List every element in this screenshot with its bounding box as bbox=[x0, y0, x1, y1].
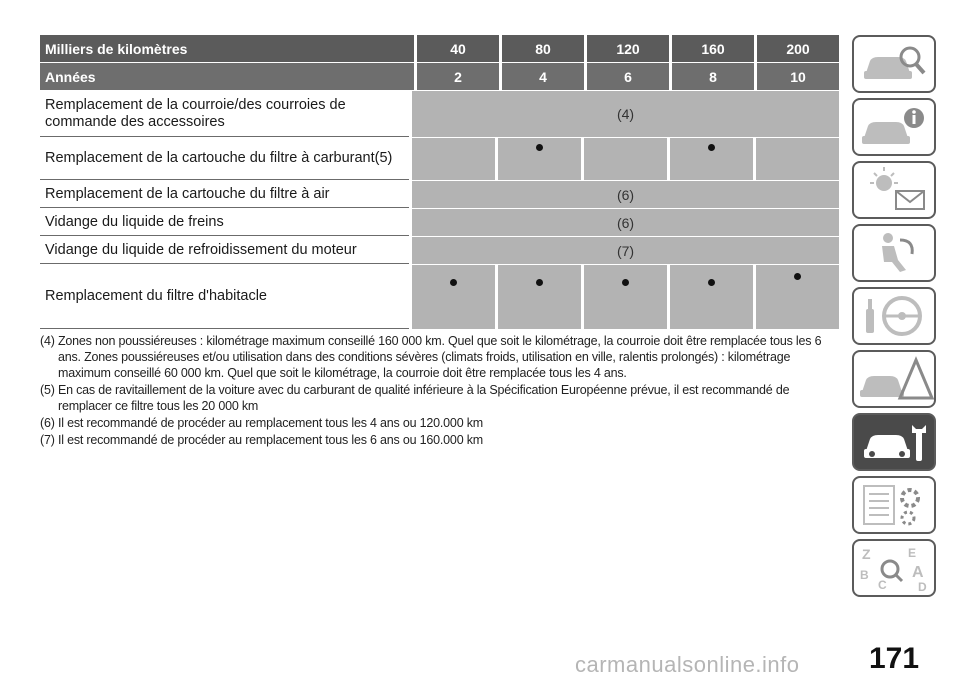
svg-text:B: B bbox=[860, 568, 869, 582]
row-label bbox=[40, 91, 409, 137]
service-dot bbox=[708, 279, 715, 286]
service-dot bbox=[794, 273, 801, 280]
row-cells bbox=[409, 138, 839, 180]
car-search-icon[interactable] bbox=[852, 35, 936, 93]
footnote: (4) Zones non poussiéreuses : kilométrage maximum conseillé 160 000 km. Quel que soit le kilométrage, la courroie doit être remplacée tous les 6 ans. Zones poussiéreuses et/ou utilisation dans des conditions sévères (climats froids, utilisation en ville, ralentis prolongés) : kilométrage maximum conseillé 60 000 km. Quel que soit le kilométrage, la courroie doit être remplacée tous les 4 ans. bbox=[40, 334, 822, 380]
service-dot bbox=[622, 279, 629, 286]
row-cell bbox=[409, 265, 495, 329]
settings-list-icon[interactable] bbox=[852, 476, 936, 534]
row-cell bbox=[495, 265, 581, 329]
footnote: (5) En cas de ravitaillement de la voiture avec du carburant de qualité inférieure à la Spécification Européenne prévue, il est recommandé de remplacer ce filtre tous les 20 000 km bbox=[40, 383, 790, 413]
svg-text:Z: Z bbox=[862, 546, 871, 562]
car-wrench-icon[interactable] bbox=[852, 413, 936, 471]
row-interval: (7) bbox=[409, 237, 839, 264]
row-label: Vidange du liquide de refroidissement du moteur bbox=[40, 237, 409, 264]
svg-text:A: A bbox=[912, 564, 924, 581]
header-km-cell: 200 bbox=[754, 35, 839, 62]
maintenance-table bbox=[40, 35, 839, 330]
svg-text:C: C bbox=[878, 578, 887, 592]
row-interval: (6) bbox=[409, 209, 839, 236]
header-year-cell: 4 bbox=[499, 63, 584, 90]
svg-text:E: E bbox=[908, 546, 917, 560]
row-cell bbox=[753, 138, 839, 180]
table-row bbox=[40, 138, 839, 181]
header-year-cell: 10 bbox=[754, 63, 839, 90]
service-dot bbox=[708, 144, 715, 151]
warning-lights-icon[interactable] bbox=[852, 161, 936, 219]
row-cells bbox=[409, 265, 839, 329]
row-label: Vidange du liquide de freins bbox=[40, 209, 409, 236]
service-dot bbox=[536, 144, 543, 151]
header-year-cell: 6 bbox=[584, 63, 669, 90]
row-cell bbox=[409, 138, 495, 180]
header-row-km bbox=[40, 35, 839, 63]
index-letters-icon[interactable] bbox=[852, 539, 936, 597]
car-info-icon[interactable] bbox=[852, 98, 936, 156]
airbag-seat-icon[interactable] bbox=[852, 224, 936, 282]
table-row bbox=[40, 237, 839, 265]
header-year-cell: 8 bbox=[669, 63, 754, 90]
row-label-line: Remplacement de la courroie/des courroies de bbox=[45, 96, 346, 113]
header-km-cell: 160 bbox=[669, 35, 754, 62]
row-label-line: commande des accessoires bbox=[45, 113, 225, 130]
watermark: carmanualsonline.info bbox=[575, 652, 800, 677]
footnotes bbox=[40, 333, 830, 449]
row-cell bbox=[581, 265, 667, 329]
row-cell bbox=[495, 138, 581, 180]
header-year-cell: 2 bbox=[414, 63, 499, 90]
service-dot bbox=[536, 279, 543, 286]
header-km-cell: 80 bbox=[499, 35, 584, 62]
footnote: (6) Il est recommandé de procéder au remplacement tous les 4 ans ou 120.000 km bbox=[40, 416, 483, 430]
row-label: Remplacement du filtre d'habitacle bbox=[40, 265, 409, 329]
page-number: 171 bbox=[869, 642, 920, 675]
row-label: Remplacement de la cartouche du filtre à air bbox=[40, 181, 409, 208]
footnote: (7) Il est recommandé de procéder au remplacement tous les 6 ans ou 160.000 km bbox=[40, 433, 483, 447]
chapter-tabs bbox=[852, 35, 938, 602]
header-km-label: Milliers de kilomètres bbox=[45, 40, 188, 57]
table-row bbox=[40, 91, 839, 138]
table-row bbox=[40, 209, 839, 237]
steering-key-icon[interactable] bbox=[852, 287, 936, 345]
row-interval: (6) bbox=[409, 181, 839, 208]
header-years-label: Années bbox=[45, 68, 96, 85]
row-label: Remplacement de la cartouche du filtre à carburant(5) bbox=[40, 138, 409, 180]
row-cell bbox=[667, 265, 753, 329]
header-row-years bbox=[40, 63, 839, 91]
car-breakdown-icon[interactable] bbox=[852, 350, 936, 408]
row-cell bbox=[581, 138, 667, 180]
row-cell bbox=[667, 138, 753, 180]
table-row bbox=[40, 181, 839, 209]
row-interval: (4) bbox=[409, 91, 839, 137]
table-row bbox=[40, 265, 839, 330]
row-cell bbox=[753, 265, 839, 329]
header-km-cell: 40 bbox=[414, 35, 499, 62]
service-dot bbox=[450, 279, 457, 286]
svg-text:D: D bbox=[918, 580, 927, 594]
header-km-cell: 120 bbox=[584, 35, 669, 62]
